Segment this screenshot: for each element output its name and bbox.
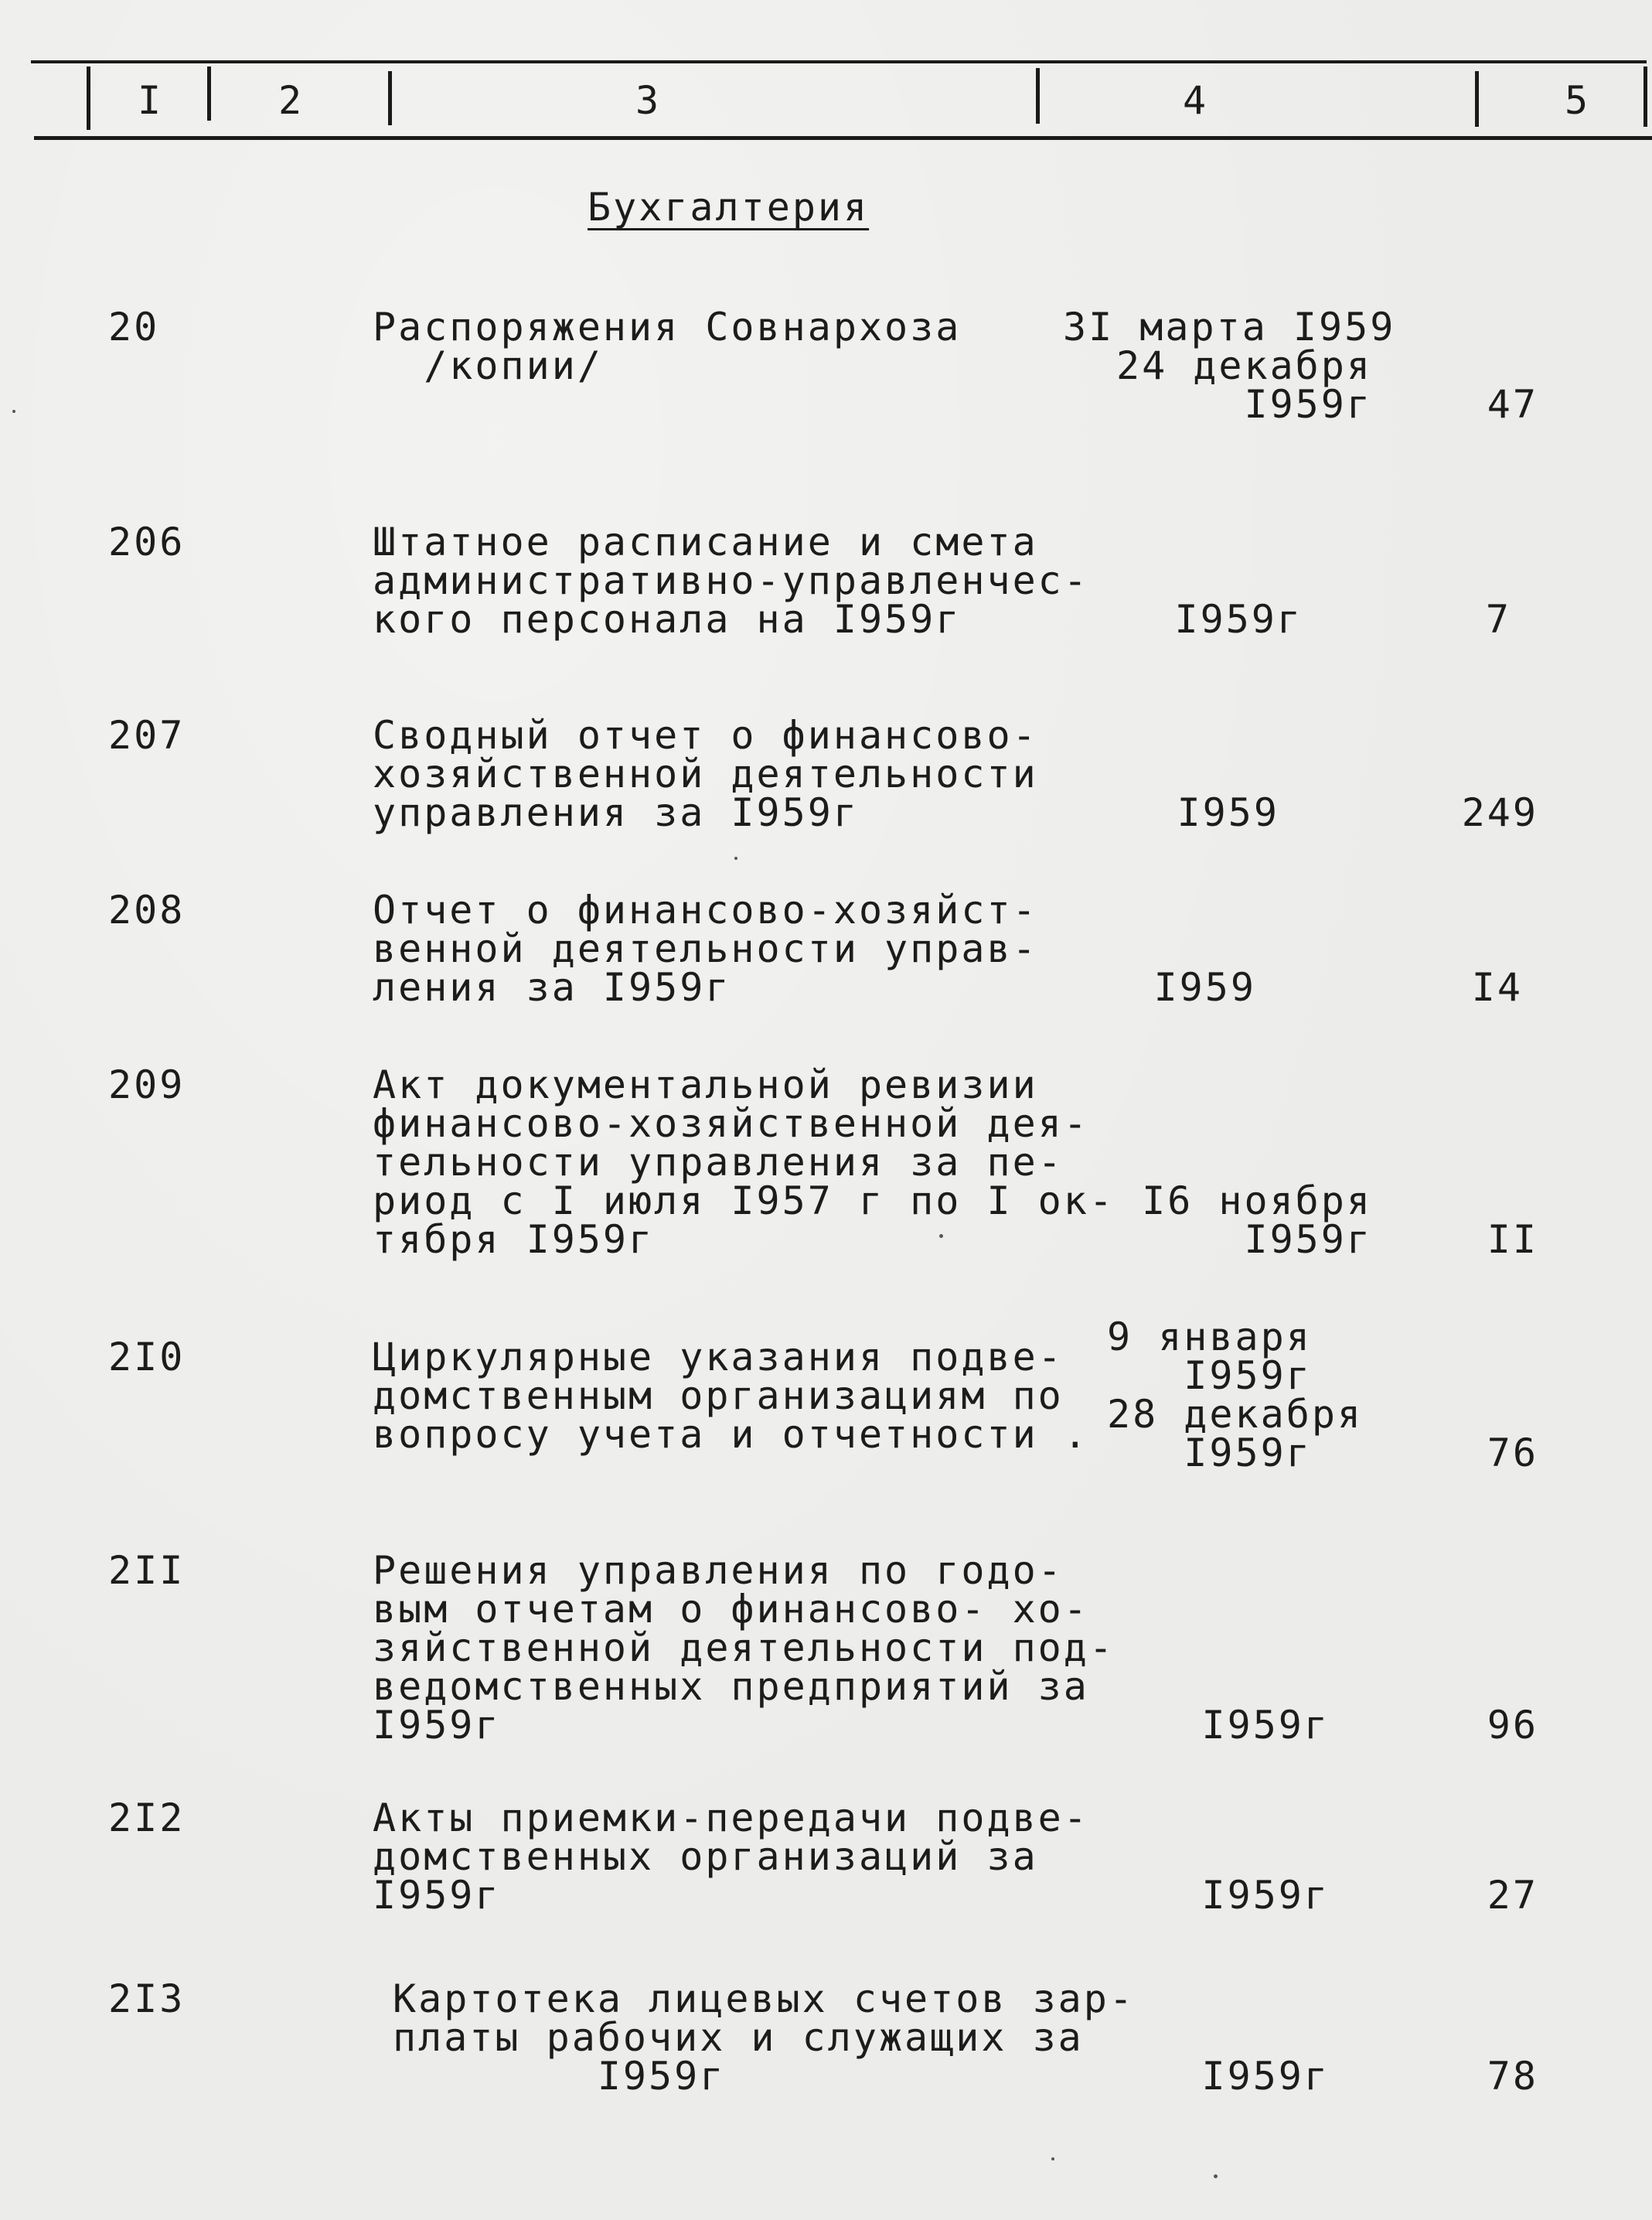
column-number-5: 5 xyxy=(1565,78,1590,123)
header-divider xyxy=(207,66,211,121)
header-divider xyxy=(1643,66,1647,127)
column-number-4: 4 xyxy=(1183,78,1208,123)
row-count: 249 xyxy=(1461,790,1538,835)
header-divider xyxy=(1036,68,1040,124)
row-date: I6 ноября I959г xyxy=(1142,1178,1372,1262)
column-number-2: 2 xyxy=(278,78,304,123)
row-count: 96 xyxy=(1487,1703,1538,1748)
row-count: I4 xyxy=(1471,965,1523,1010)
header-divider xyxy=(388,71,392,125)
row-number: 2II xyxy=(108,1548,186,1593)
header-divider xyxy=(87,66,90,130)
row-title: Сводный отчет о финансово- хозяйственной деятельности управления за I959г xyxy=(373,713,1038,835)
column-number-3: 3 xyxy=(635,78,661,123)
row-title: Акты приемки-передачи подве- домственных организаций за I959г xyxy=(373,1795,1089,1918)
row-number: 20 xyxy=(108,305,160,350)
scan-speck xyxy=(734,857,737,860)
row-count: 27 xyxy=(1487,1873,1538,1918)
scan-speck xyxy=(1214,2174,1218,2178)
header-bottom-rule xyxy=(34,136,1652,140)
row-count: 47 xyxy=(1487,382,1538,427)
row-date: I959г xyxy=(1174,597,1303,642)
row-date: I959г xyxy=(1201,1703,1330,1748)
row-number: 207 xyxy=(108,713,186,758)
row-date: I959 xyxy=(1153,965,1256,1010)
scan-speck xyxy=(1051,2157,1054,2160)
row-count: 78 xyxy=(1487,2054,1538,2099)
scan-speck xyxy=(12,410,15,413)
header-top-rule xyxy=(31,60,1647,63)
row-date: 9 января I959г 28 декабря I959г xyxy=(1107,1315,1364,1475)
row-title: Циркулярные указания подве- домственным организациям по вопросу учета и отчетности . xyxy=(373,1335,1089,1457)
header-divider xyxy=(1475,71,1479,127)
row-count: 7 xyxy=(1485,597,1511,642)
row-count: II xyxy=(1487,1217,1538,1262)
row-number: 2I3 xyxy=(108,1976,186,2021)
row-title: Решения управления по годо- вым отчетам о финансово- хо- зяйственной деятельности под- ведомственных предприятий за I959г xyxy=(373,1548,1115,1748)
row-title: Штатное расписание и смета административно-управленчес- кого персонала на I959г xyxy=(373,520,1089,642)
row-number: 2I0 xyxy=(108,1335,186,1379)
scan-speck xyxy=(939,1234,943,1238)
row-date: I959 xyxy=(1177,790,1279,835)
row-title: Картотека лицевых счетов зар- платы рабочих и служащих за I959г xyxy=(393,1976,1135,2099)
section-title: Бухгалтерия xyxy=(588,185,870,230)
row-number: 2I2 xyxy=(108,1795,186,1840)
row-date: I959г xyxy=(1201,1873,1330,1918)
row-title: Распоряжения Совнархоза /копии/ xyxy=(373,305,962,388)
row-date: I959г xyxy=(1201,2054,1330,2099)
column-number-1: I xyxy=(138,78,163,123)
row-title: Акт документальной ревизии финансово-хозяйственной дея- тельности управления за пе- риод с I июля I957 г по I ок- тября I959г xyxy=(373,1062,1115,1262)
row-number: 206 xyxy=(108,520,186,564)
row-title: Отчет о финансово-хозяйст- венной деятельности управ- ления за I959г xyxy=(373,888,1038,1010)
row-count: 76 xyxy=(1487,1431,1538,1475)
row-number: 209 xyxy=(108,1062,186,1107)
row-number: 208 xyxy=(108,888,186,933)
row-date: 3I марта I959 24 декабря I959г xyxy=(1063,305,1396,427)
